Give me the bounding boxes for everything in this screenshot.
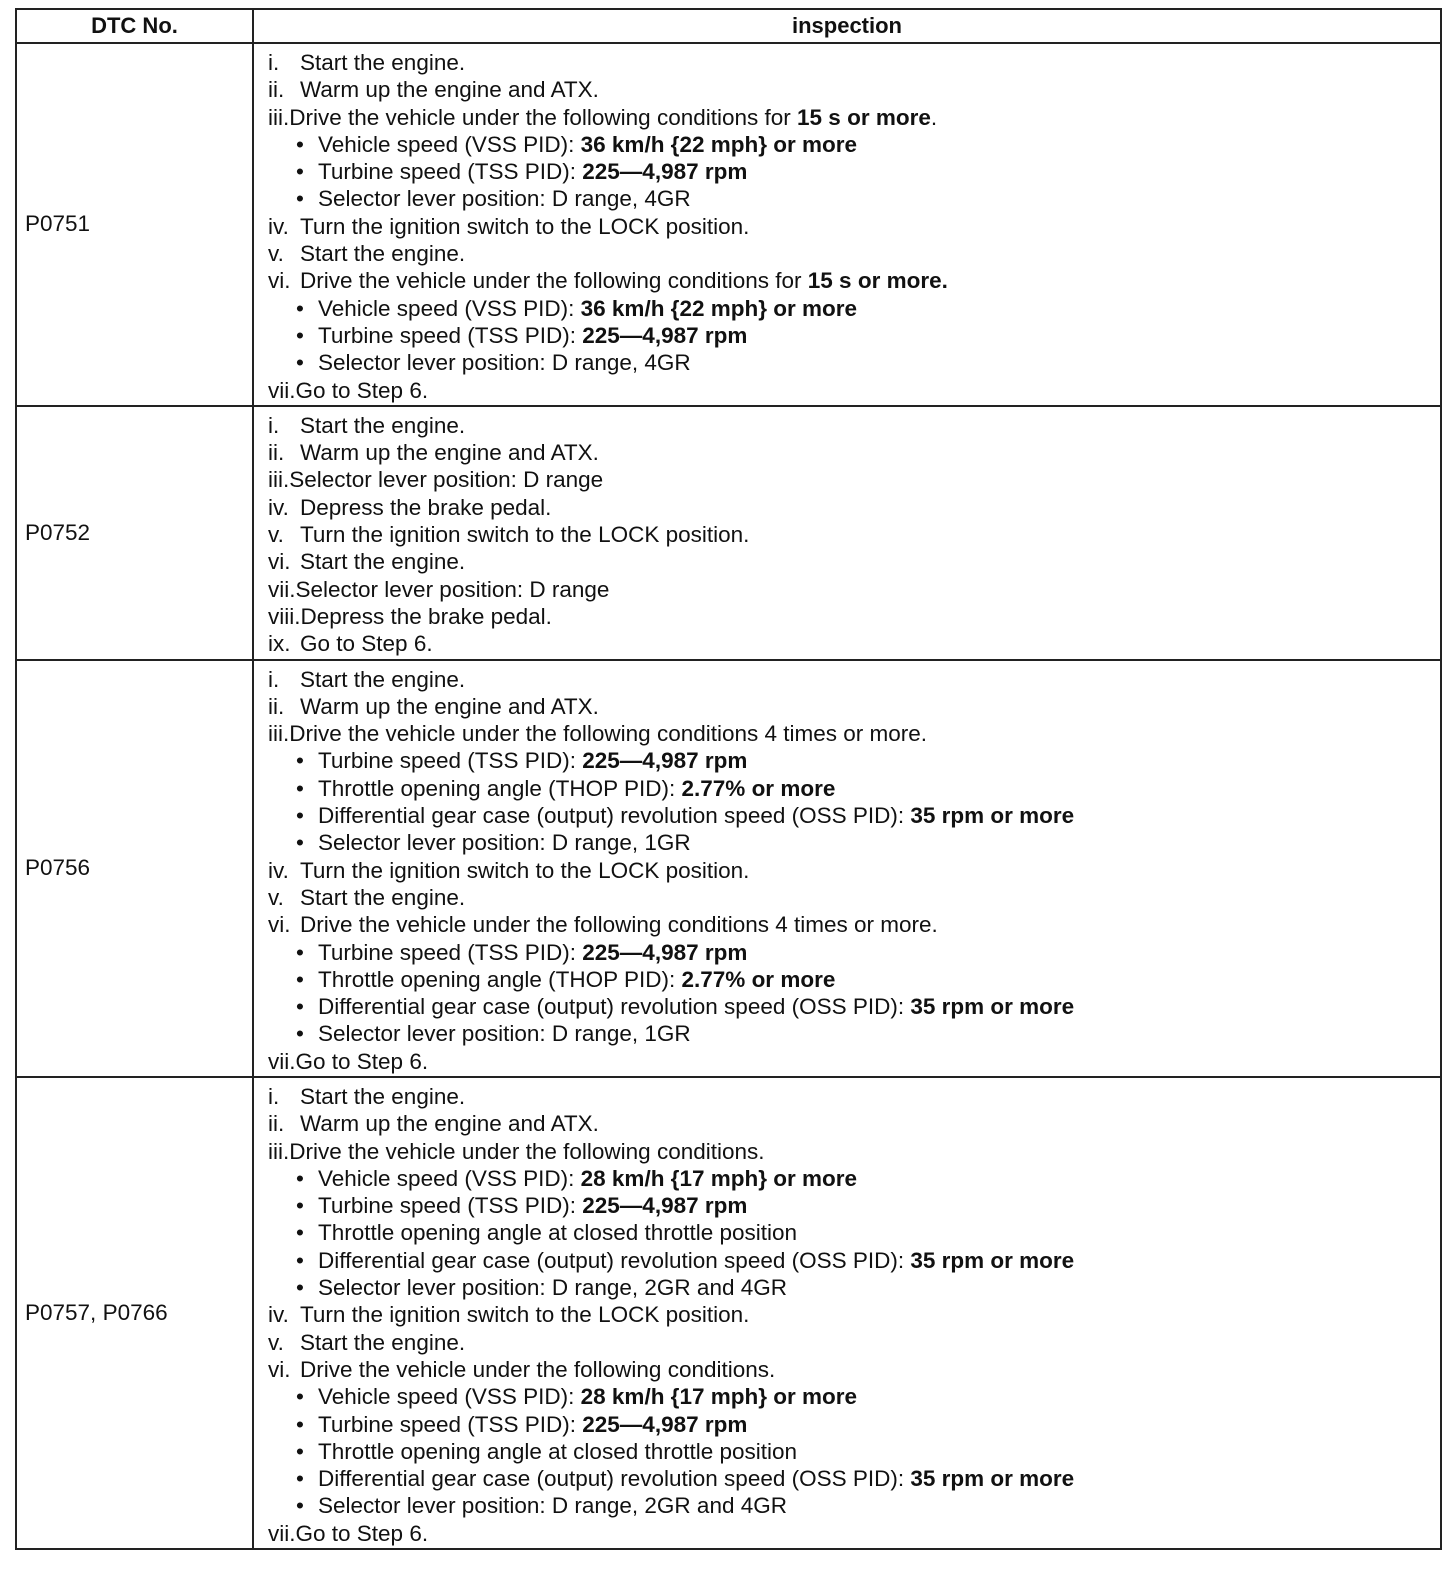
line-text: Selector lever position: D range [289, 467, 604, 493]
table-row [16, 43, 1441, 406]
step-number: i. [268, 412, 280, 438]
line-text: Warm up the engine and ATX. [300, 77, 599, 103]
line-text: Selector lever position: D range, 4GR [318, 350, 691, 376]
step-number: iii. [268, 1138, 290, 1164]
step-number: iii. [268, 467, 290, 493]
spec-value: 28 km/h {17 mph} or more [580, 1165, 857, 1191]
procedure-step [268, 494, 1440, 521]
line-text: Throttle opening angle at closed throttle position [318, 1220, 798, 1246]
line-text: Selector lever position: D range, 1GR [318, 1021, 691, 1047]
line-text: Drive the vehicle under the following conditions. [289, 1138, 765, 1164]
line-text: Drive the vehicle under the following conditions. [300, 1356, 776, 1382]
inspection-cell [253, 1077, 1441, 1549]
line-text: Vehicle speed (VSS PID): [318, 295, 581, 321]
line-text: Vehicle speed (VSS PID): [318, 131, 581, 157]
spec-value: 35 rpm or more [910, 994, 1075, 1020]
inspection-cell [253, 43, 1441, 406]
line-text: Turn the ignition switch to the LOCK position. [300, 1302, 750, 1328]
step-number: i. [268, 666, 280, 692]
dtc-inspection-table [15, 8, 1442, 1550]
spec-value: 35 rpm or more [910, 1466, 1075, 1492]
line-text: Start the engine. [300, 50, 466, 75]
procedure-step [268, 104, 1440, 131]
condition-bullet [268, 802, 1440, 829]
line-text: Start the engine. [300, 1083, 466, 1109]
line-text: Vehicle speed (VSS PID): [318, 1165, 581, 1191]
procedure-step [268, 548, 1440, 575]
procedure-step [268, 466, 1440, 493]
line-text: Drive the vehicle under the following conditions for [300, 268, 808, 294]
spec-value: 15 s or more [797, 104, 931, 130]
header-inspection: inspection [253, 9, 1441, 43]
procedure-step [268, 911, 1440, 938]
spec-value: 2.77% or more [681, 966, 836, 992]
spec-value: 35 rpm or more [910, 1247, 1075, 1273]
line-text: Turbine speed (TSS PID): [318, 939, 583, 965]
step-number: viii. [268, 603, 301, 629]
step-number: vi. [268, 268, 291, 294]
line-text: Throttle opening angle (THOP PID): [318, 775, 682, 801]
step-number: vi. [268, 1356, 291, 1382]
procedure-step [268, 720, 1440, 747]
line-text: Go to Step 6. [295, 1520, 429, 1546]
procedure-step [268, 1520, 1440, 1547]
line-text: Throttle opening angle (THOP PID): [318, 966, 682, 992]
line-text: Selector lever position: D range [295, 576, 610, 602]
line-text: Turbine speed (TSS PID): [318, 159, 583, 185]
step-number: ix. [268, 631, 291, 657]
table-row [16, 660, 1441, 1077]
condition-bullet [268, 1438, 1440, 1465]
step-number: vi. [268, 912, 291, 938]
procedure-step [268, 213, 1440, 240]
line-text: Selector lever position: D range, 2GR and 4GR [318, 1275, 787, 1301]
condition-bullet [268, 1247, 1440, 1274]
procedure-step [268, 76, 1440, 103]
line-text: Drive the vehicle under the following conditions 4 times or more. [300, 912, 938, 938]
procedure-step [268, 439, 1440, 466]
line-text: Turbine speed (TSS PID): [318, 1411, 583, 1437]
condition-bullet [268, 939, 1440, 966]
step-number: v. [268, 884, 284, 910]
step-number: ii. [268, 693, 285, 719]
line-text: Turn the ignition switch to the LOCK position. [300, 213, 750, 239]
step-number: i. [268, 1083, 280, 1109]
condition-bullet [268, 1165, 1440, 1192]
spec-value: 15 s or more. [807, 268, 948, 294]
condition-bullet [268, 1020, 1440, 1047]
step-number: iv. [268, 213, 289, 239]
dtc-code-cell: P0756 [16, 660, 253, 1077]
condition-bullet [268, 966, 1440, 993]
inspection-cell [253, 660, 1441, 1077]
procedure-step [268, 1138, 1440, 1165]
procedure-step [268, 1083, 1440, 1110]
condition-bullet [268, 993, 1440, 1020]
line-text: Go to Step 6. [295, 1048, 429, 1074]
inspection-cell [253, 406, 1441, 660]
line-text: Differential gear case (output) revolution speed (OSS PID): [318, 1247, 911, 1273]
dtc-code-cell: P0752 [16, 406, 253, 660]
spec-value: 225—4,987 rpm [582, 322, 748, 348]
procedure-step [268, 521, 1440, 548]
line-text: Selector lever position: D range, 1GR [318, 830, 691, 856]
procedure-step [268, 1329, 1440, 1356]
procedure-step [268, 412, 1440, 439]
step-number: vii. [268, 1520, 296, 1546]
spec-value: 225—4,987 rpm [582, 939, 748, 965]
table-header-row [16, 9, 1441, 43]
line-suffix: . [930, 104, 938, 130]
line-text: Differential gear case (output) revolution speed (OSS PID): [318, 803, 911, 829]
procedure-step [268, 857, 1440, 884]
condition-bullet [268, 1274, 1440, 1301]
condition-bullet [268, 747, 1440, 774]
condition-bullet [268, 1411, 1440, 1438]
line-text: Differential gear case (output) revolution speed (OSS PID): [318, 994, 911, 1020]
step-number: iv. [268, 857, 289, 883]
procedure-step [268, 267, 1440, 294]
line-text: Turbine speed (TSS PID): [318, 322, 583, 348]
step-number: vi. [268, 549, 291, 575]
line-text: Warm up the engine and ATX. [300, 440, 599, 466]
condition-bullet [268, 322, 1440, 349]
line-text: Start the engine. [300, 241, 466, 267]
line-text: Go to Step 6. [295, 377, 429, 403]
procedure-step [268, 630, 1440, 657]
condition-bullet [268, 829, 1440, 856]
spec-value: 225—4,987 rpm [582, 1411, 748, 1437]
line-text: Turn the ignition switch to the LOCK position. [300, 522, 750, 548]
step-number: iv. [268, 494, 289, 520]
dtc-code-cell: P0757, P0766 [16, 1077, 253, 1549]
spec-value: 2.77% or more [681, 775, 836, 801]
line-text: Drive the vehicle under the following conditions for [289, 104, 798, 130]
line-text: Start the engine. [300, 412, 466, 438]
procedure-step [268, 576, 1440, 603]
condition-bullet [268, 1219, 1440, 1246]
procedure-step [268, 240, 1440, 267]
line-text: Warm up the engine and ATX. [300, 693, 599, 719]
procedure-step [268, 693, 1440, 720]
procedure-step [268, 666, 1440, 693]
spec-value: 225—4,987 rpm [582, 1193, 748, 1219]
procedure-step [268, 377, 1440, 404]
condition-bullet [268, 775, 1440, 802]
spec-value: 225—4,987 rpm [582, 159, 748, 185]
step-number: i. [268, 50, 280, 75]
line-text: Selector lever position: D range, 2GR and 4GR [318, 1493, 787, 1519]
step-number: v. [268, 241, 284, 267]
step-number: ii. [268, 77, 285, 103]
table-row [16, 1077, 1441, 1549]
dtc-inspection-sheet [15, 8, 1440, 1550]
line-text: Warm up the engine and ATX. [300, 1111, 599, 1137]
spec-value: 36 km/h {22 mph} or more [580, 295, 857, 321]
line-text: Turn the ignition switch to the LOCK position. [300, 857, 750, 883]
dtc-code-cell: P0751 [16, 43, 253, 406]
condition-bullet [268, 131, 1440, 158]
condition-bullet [268, 349, 1440, 376]
line-text: Vehicle speed (VSS PID): [318, 1384, 581, 1410]
line-text: Start the engine. [300, 549, 466, 575]
line-text: Start the engine. [300, 666, 466, 692]
line-text: Turbine speed (TSS PID): [318, 1193, 583, 1219]
step-number: vii. [268, 377, 296, 403]
procedure-step [268, 1048, 1440, 1075]
step-number: iii. [268, 104, 290, 130]
spec-value: 36 km/h {22 mph} or more [580, 131, 857, 157]
table-row [16, 406, 1441, 660]
step-number: vii. [268, 576, 296, 602]
condition-bullet [268, 1192, 1440, 1219]
procedure-step [268, 49, 1440, 76]
table-body [16, 43, 1441, 1549]
condition-bullet [268, 1465, 1440, 1492]
step-number: v. [268, 1329, 284, 1355]
procedure-step [268, 1301, 1440, 1328]
step-number: vii. [268, 1048, 296, 1074]
line-text: Depress the brake pedal. [300, 494, 552, 520]
procedure-step [268, 884, 1440, 911]
line-text: Start the engine. [300, 1329, 466, 1355]
line-text: Go to Step 6. [300, 631, 433, 657]
line-text: Turbine speed (TSS PID): [318, 748, 583, 774]
spec-value: 225—4,987 rpm [582, 748, 748, 774]
header-dtc-no: DTC No. [16, 9, 253, 43]
procedure-step [268, 1356, 1440, 1383]
step-number: v. [268, 522, 284, 548]
procedure-step [268, 1110, 1440, 1137]
line-text: Start the engine. [300, 884, 466, 910]
line-text: Throttle opening angle at closed throttle position [318, 1438, 798, 1464]
step-number: iv. [268, 1302, 289, 1328]
condition-bullet [268, 295, 1440, 322]
condition-bullet [268, 158, 1440, 185]
line-text: Drive the vehicle under the following conditions 4 times or more. [289, 721, 928, 747]
spec-value: 35 rpm or more [910, 803, 1075, 829]
step-number: ii. [268, 440, 285, 466]
line-text: Depress the brake pedal. [300, 603, 552, 629]
step-number: ii. [268, 1111, 285, 1137]
line-text: Differential gear case (output) revolution speed (OSS PID): [318, 1466, 911, 1492]
condition-bullet [268, 185, 1440, 212]
condition-bullet [268, 1383, 1440, 1410]
spec-value: 28 km/h {17 mph} or more [580, 1384, 857, 1410]
line-text: Selector lever position: D range, 4GR [318, 186, 691, 212]
step-number: iii. [268, 721, 290, 747]
condition-bullet [268, 1492, 1440, 1519]
procedure-step [268, 603, 1440, 630]
